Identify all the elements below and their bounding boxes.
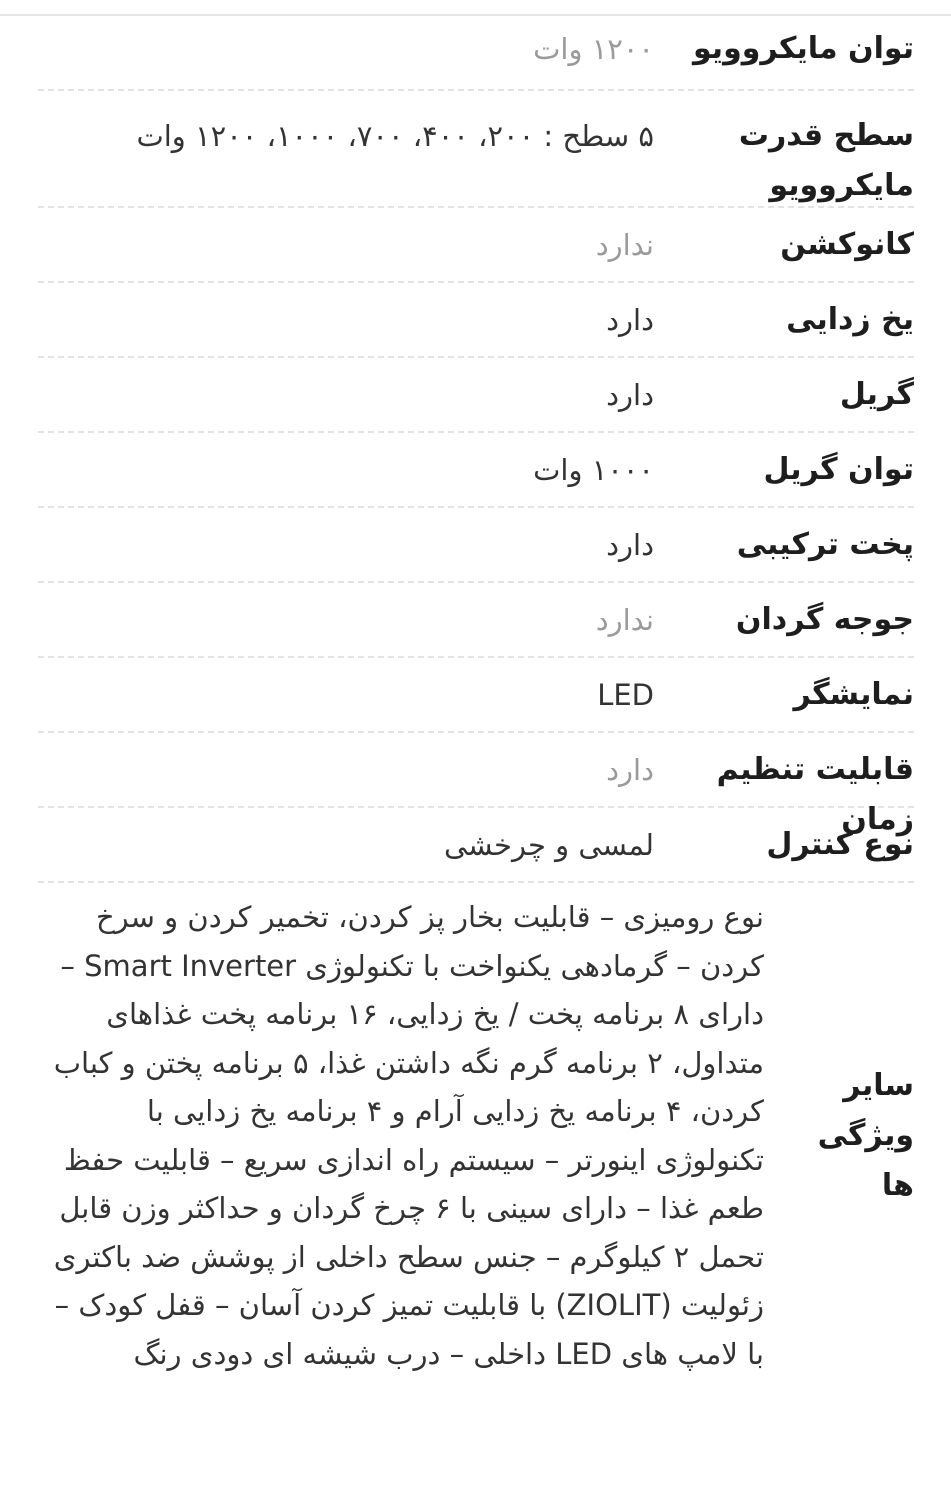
spec-value: ندارد [595,603,654,637]
spec-value: LED [597,678,654,712]
spec-row-display [38,658,914,733]
spec-value: دارد [606,753,654,787]
spec-row-timer [38,733,914,837]
spec-label: گریل [839,377,914,412]
spec-row-other-features [38,883,914,1378]
spec-row-rotisserie [38,583,914,658]
spec-row-control-type [38,808,914,883]
spec-label: نوع کنترل [766,827,914,862]
spec-value: لمسی و چرخشی [444,828,654,862]
spec-value: دارد [606,303,654,337]
spec-label: یخ زدایی [786,302,914,337]
spec-value: دارد [606,378,654,412]
spec-row-defrost [38,283,914,358]
spec-label: توان مایکروویو [693,31,914,66]
spec-value: ۵ سطح : ۲۰۰، ۴۰۰، ۷۰۰، ۱۰۰۰، ۱۲۰۰ وات [136,119,654,153]
spec-label: توان گریل [763,452,914,487]
spec-row-microwave-power [38,16,914,91]
spec-label: کانوکشن [780,227,914,262]
spec-value: دارد [606,528,654,562]
spec-value: ۱۰۰۰ وات [533,453,654,487]
spec-row-combo-cooking [38,508,914,583]
spec-row-grill-power [38,433,914,508]
spec-label: جوجه گردان [735,602,914,637]
spec-label: نمایشگر [793,677,914,712]
spec-row-convection [38,208,914,283]
spec-label: پخت ترکیبی [736,527,914,562]
spec-label: سطح قدرت مایکروویو [738,118,914,203]
spec-row-power-levels [38,91,914,208]
spec-value: ۱۲۰۰ وات [533,32,654,66]
spec-row-grill [38,358,914,433]
spec-label: قابلیت تنظیم زمان [716,752,914,837]
spec-label: سایر ویژگی ها [817,1067,914,1203]
specs-table [38,16,914,1378]
spec-value: ندارد [595,228,654,262]
spec-value: نوع رومیزی – قابلیت بخار پز کردن، تخمیر کردن و سرخ کردن – گرمادهی یکنواخت با تکنولوژی Smart Inverter – دارای ۸ برنامه پخت / یخ زدایی، ۱۶ برنامه پخت غذاهای متداول، ۲ برنامه گرم نگه داشتن غذا، ۵ برنامه پختن و کباب کردن، ۴ برنامه یخ زدایی آرام و ۴ برنامه یخ زدایی با تکنولوژی اینورتر – سیستم راه اندازی سریع – قابلیت حفظ طعم غذا – دارای سینی با ۶ چرخ گردان و حداکثر وزن قابل تحمل ۲ کیلوگرم – جنس سطح داخلی از پوشش ضد باکتری زئولیت (ZIOLIT) با قابلیت تمیز کردن آسان – قفل کودک – با لامپ های LED داخلی – درب شیشه ای دودی رنگ [53,900,764,1371]
